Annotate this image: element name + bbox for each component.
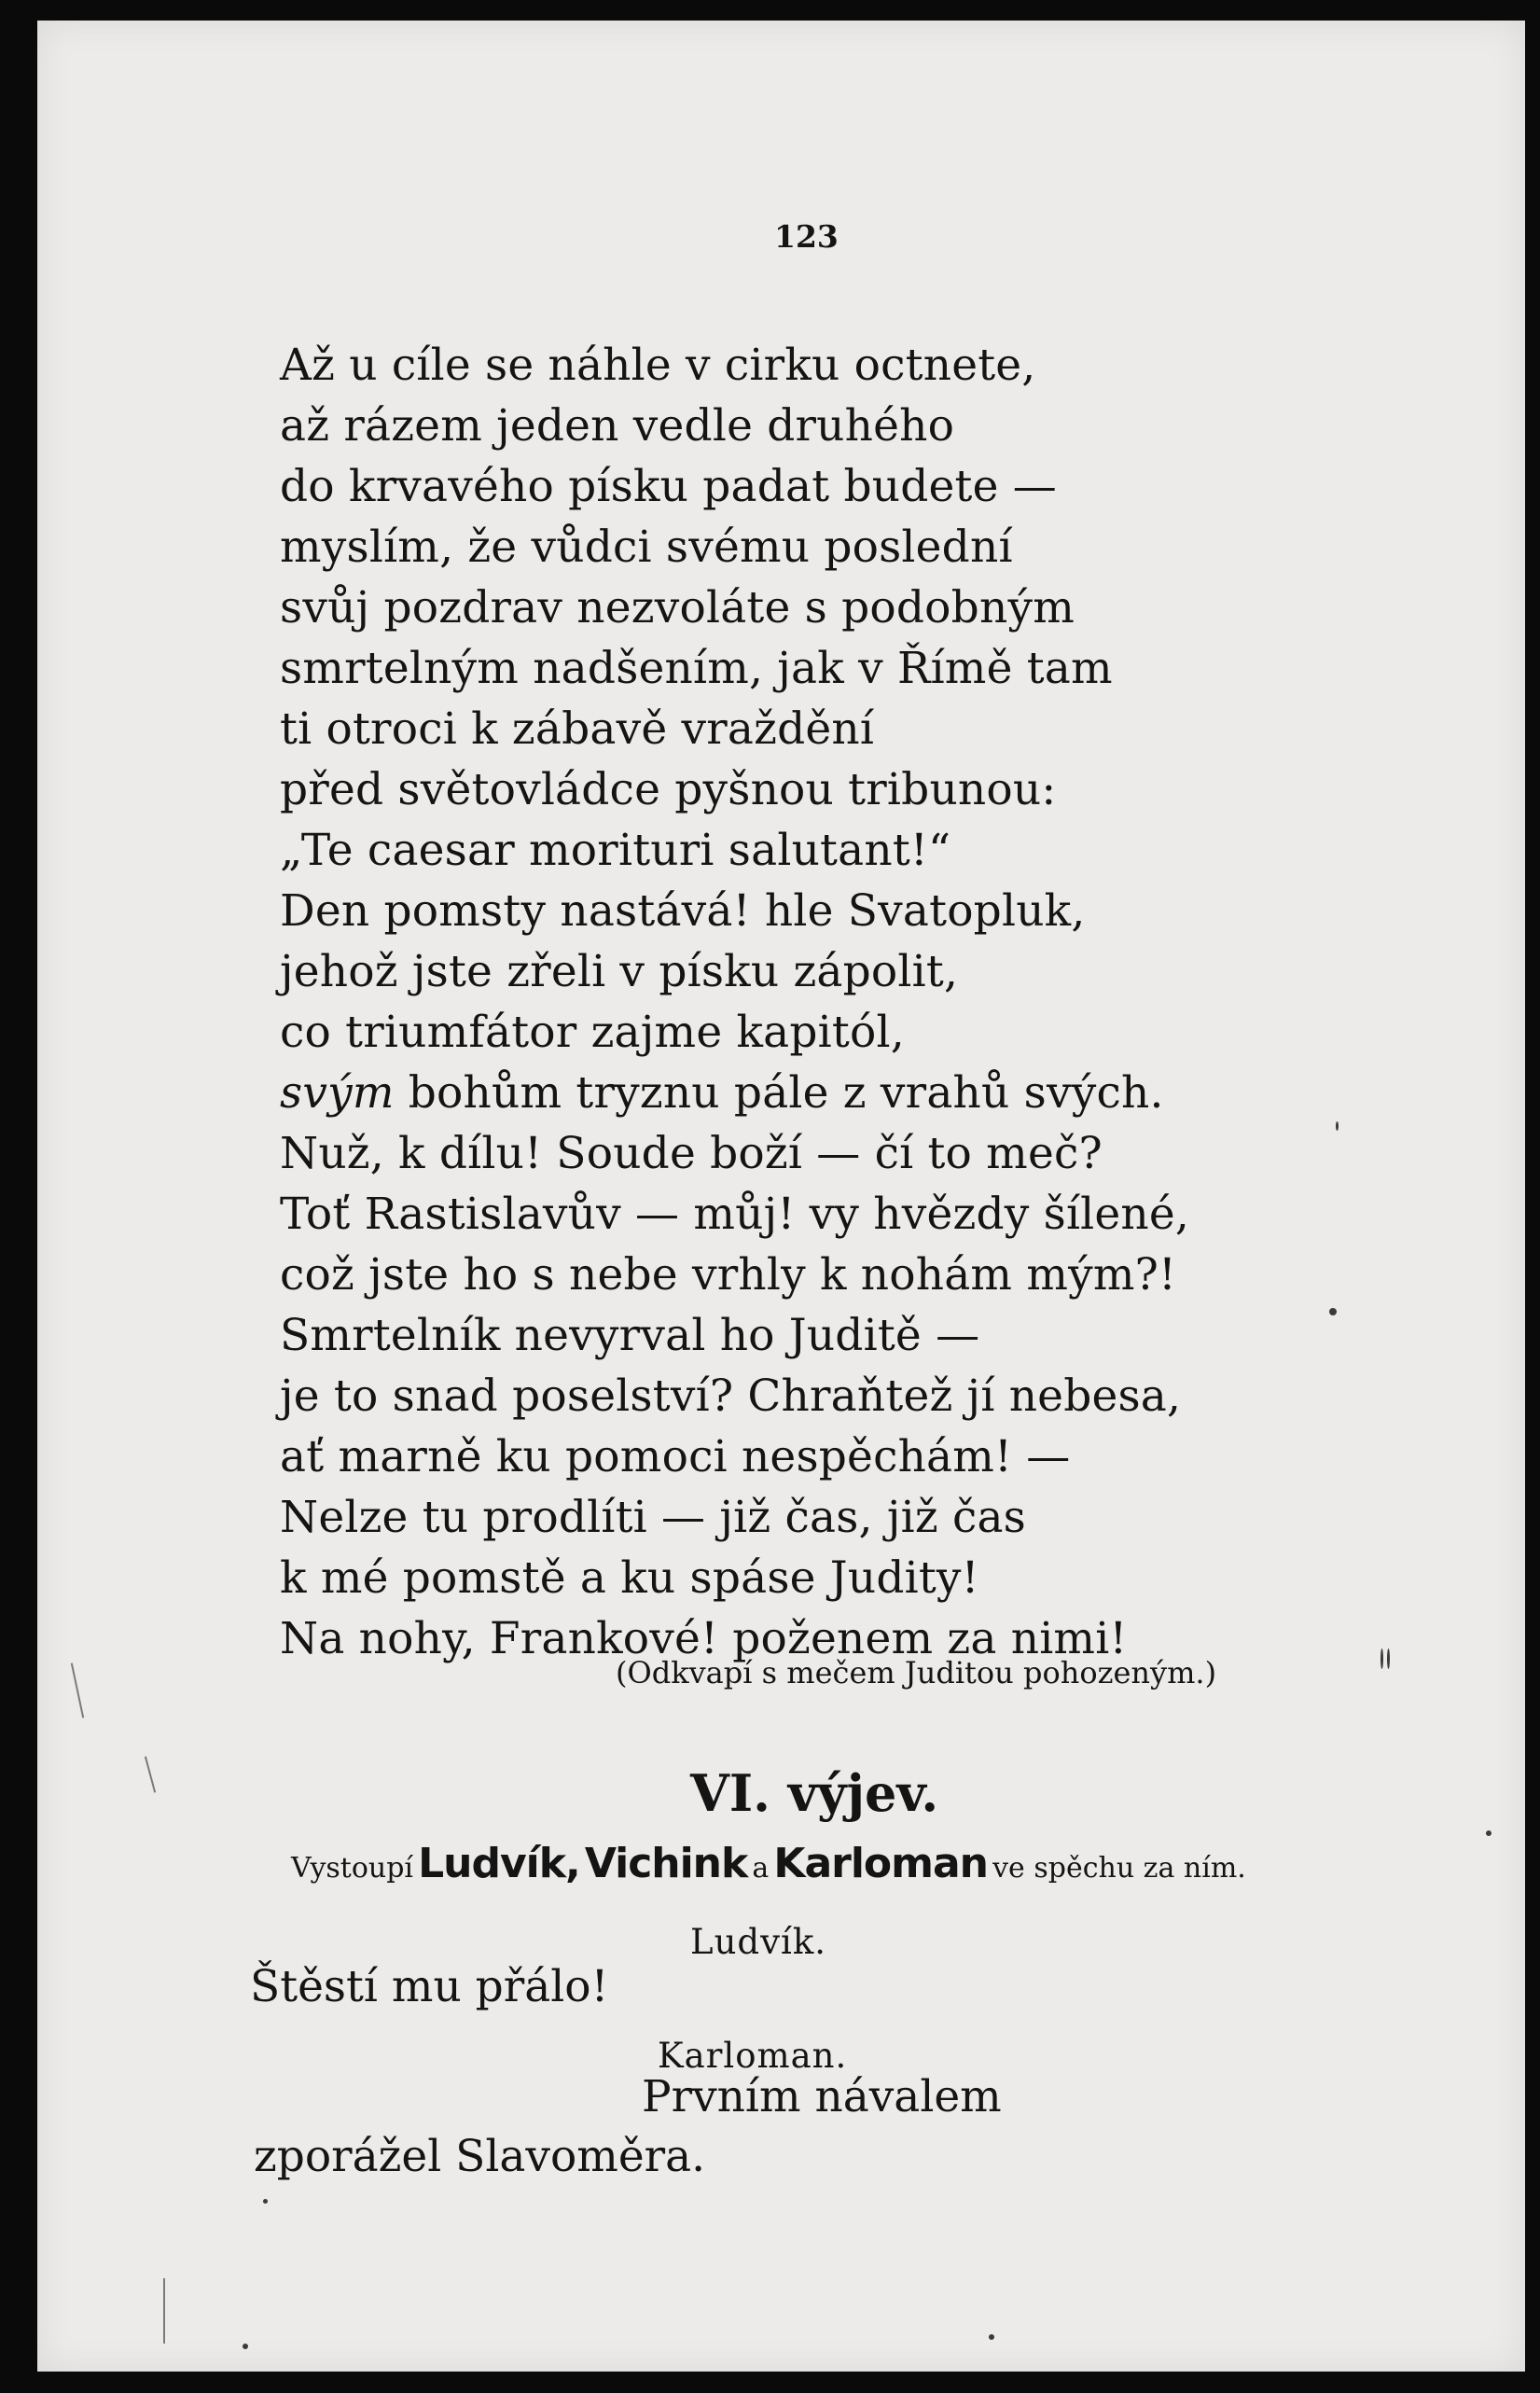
verse-line — [280, 1063, 1399, 1123]
speaker-name: Karloman. — [658, 2036, 848, 2076]
verse-line: Až u cíle se náhle v cirku octnete, — [280, 340, 1036, 391]
book-page — [37, 21, 1525, 2372]
entrance-prefix: Vystoupí — [291, 1852, 414, 1885]
paper-scratch — [71, 1663, 84, 1718]
verse-line: svůj pozdrav nezvoláte s podobným — [280, 582, 1075, 633]
speech-line: Prvním návalem — [642, 2071, 1002, 2122]
speech-line: zporážel Slavoměra. — [254, 2131, 706, 2182]
paper-scratch — [163, 2278, 165, 2344]
entrance-conjunction: a — [752, 1852, 770, 1885]
verse-line: k mé pomstě a ku spáse Judity! — [280, 1552, 979, 1604]
verse-line: Den pomsty nastává! hle Svatopluk, — [280, 885, 1086, 937]
verse-line: před světovládce pyšnou tribunou: — [280, 764, 1057, 815]
verse-line: „Te caesar morituri salutant!“ — [280, 825, 951, 876]
character-name: Karloman — [773, 1840, 989, 1887]
verse-line: Nuž, k dílu! Soude boží — čí to meč? — [280, 1128, 1103, 1179]
scene-entrance — [291, 1840, 1246, 1887]
verse-italic-word: svým — [280, 1067, 395, 1119]
verse-line: Smrtelník nevyrval ho Juditě — — [280, 1310, 980, 1361]
paper-scratch — [145, 1756, 156, 1792]
verse-line: jehož jste zřeli v písku zápolit, — [280, 946, 959, 997]
stage-direction: (Odkvapí s mečem Juditou pohozeným.) — [616, 1655, 1217, 1690]
verse-line: Nelze tu prodlíti — již čas, již čas — [280, 1492, 1027, 1543]
verse-line: co triumfátor zajme kapitól, — [280, 1007, 905, 1058]
verse-line-rest: bohům tryznu pále z vrahů svých. — [394, 1067, 1164, 1119]
verse-line: smrtelným nadšením, jak v Římě tam — [280, 643, 1113, 694]
scene-heading: VI. výjev. — [690, 1763, 939, 1823]
verse-line: až rázem jeden vedle druhého — [280, 400, 955, 452]
verse-block — [280, 335, 1399, 1669]
verse-line: myslím, že vůdci svému poslední — [280, 522, 1013, 573]
verse-line: Na nohy, Frankové! poženem za nimi! — [280, 1613, 1128, 1664]
page-number: 123 — [774, 218, 839, 255]
verse-line: ať marně ku pomoci nespěchám! — — [280, 1431, 1071, 1482]
speech-line: Štěstí mu přálo! — [250, 1961, 609, 2012]
character-name: Vichink — [584, 1840, 748, 1887]
verse-line: je to snad poselství? Chraňtež jí nebesa, — [280, 1370, 1182, 1422]
speaker-name: Ludvík. — [690, 1922, 827, 1962]
verse-line: ti otroci k zábavě vraždění — [280, 703, 875, 755]
verse-line: do krvavého písku padat budete — — [280, 461, 1057, 512]
entrance-suffix: ve spěchu za ním. — [992, 1852, 1246, 1885]
character-name: Ludvík, — [418, 1840, 580, 1887]
verse-line: Toť Rastislavův — můj! vy hvězdy šílené, — [280, 1189, 1190, 1240]
verse-line: což jste ho s nebe vrhly k nohám mým?! — [280, 1249, 1177, 1301]
